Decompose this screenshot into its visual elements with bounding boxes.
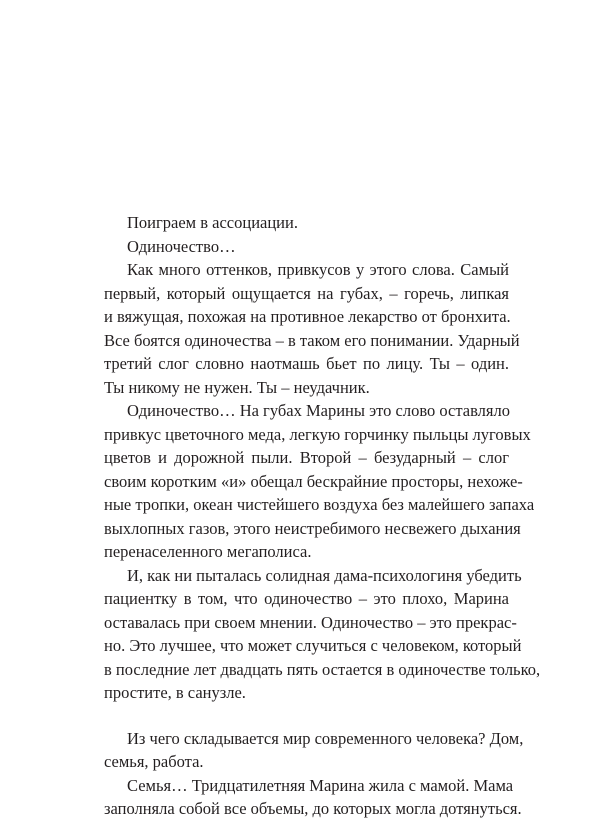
text-line: семья, работа. <box>104 752 204 771</box>
text-line: Одиночество… <box>127 236 236 256</box>
text-line: выхлопных газов, этого неистребимого несвежего дыхания <box>104 518 521 538</box>
text-line: цветов и дорожной пыли. Второй – безударный – слог <box>104 448 509 467</box>
paragraph <box>104 211 509 235</box>
text-line: но. Это лучшее, что может случиться с человеком, который <box>104 636 522 655</box>
text-line: третий слог словно наотмашь бьет по лицу. Ты – один. <box>104 354 509 373</box>
text-line: и вяжущая, похожая на противное лекарство от бронхита. <box>104 307 511 326</box>
text-line: Все боятся одиночества – в таком его понимании. Ударный <box>104 330 520 350</box>
text-line: привкус цветочного меда, легкую горчинку пыльцы луговых <box>104 424 531 444</box>
body-text <box>104 211 541 821</box>
text-line: первый, который ощущается на губах, – горечь, липкая <box>104 283 509 303</box>
paragraph <box>104 774 522 821</box>
text-line: Семья… Тридцатилетняя Марина жила с мамой. Мама <box>127 775 514 795</box>
text-line: своим коротким «и» обещал бескрайние просторы, нехоже- <box>104 471 523 491</box>
paragraph <box>104 727 524 774</box>
paragraph <box>104 235 509 259</box>
text-line: в последние лет двадцать пять остается в одиночестве только, <box>104 659 541 679</box>
text-line: заполняла собой все объемы, до которых могла дотянуться. <box>104 799 522 818</box>
text-line: перенаселенного мегаполиса. <box>104 542 312 561</box>
text-line: Как много оттенков, привкусов у этого слова. Самый <box>127 260 509 279</box>
text-line: Одиночество… На губах Марины это слово оставляло <box>127 401 510 420</box>
text-line: пациентку в том, что одиночество – это плохо, Марина <box>104 589 509 608</box>
text-line: оставалась при своем мнении. Одиночество – это прекрас- <box>104 612 517 632</box>
text-line: И, как ни пыталась солидная дама-психологиня убедить <box>127 565 522 585</box>
paragraph <box>104 399 535 564</box>
text-line: Из чего складывается мир современного человека? Дом, <box>127 728 524 748</box>
text-line: Поиграем в ассоциации. <box>127 213 298 232</box>
section-break <box>104 705 509 727</box>
paragraph <box>104 258 520 399</box>
text-line: ные тропки, океан чистейшего воздуха без малейшего запаха <box>104 495 535 514</box>
text-line: простите, в санузле. <box>104 683 246 702</box>
paragraph <box>104 564 541 705</box>
text-line: Ты никому не нужен. Ты – неудачник. <box>104 377 370 397</box>
